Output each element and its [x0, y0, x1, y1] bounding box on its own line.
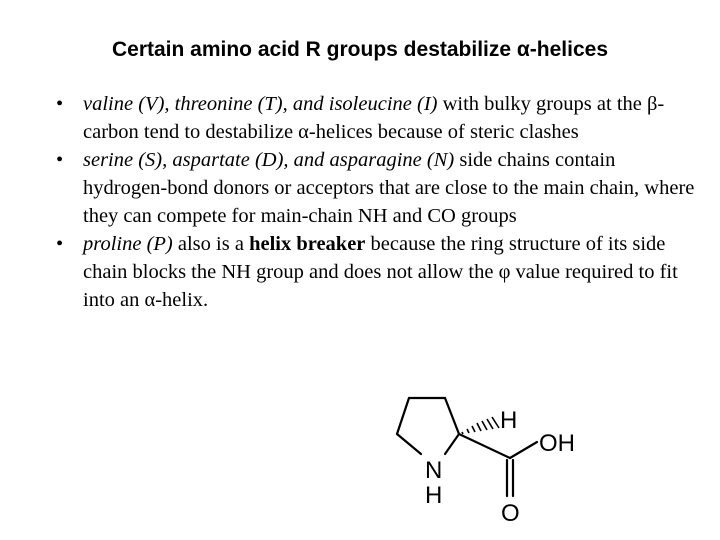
bullet-list: [56, 90, 696, 314]
bullet-icon: •: [56, 93, 64, 115]
bullet-emphasis: serine (S), aspartate (D), and asparagine (N): [83, 149, 455, 171]
atom-label-o: O: [501, 500, 520, 527]
bullet-text: because the ring structure of its side chain blocks the NH group and does not allow the φ value required to fit into an α-helix.: [83, 233, 678, 311]
carboxyl-bond: [459, 434, 510, 458]
atom-label-n: N: [425, 457, 443, 484]
bullet-item-beta-branched: [56, 90, 696, 146]
ring-bond: [445, 398, 459, 434]
bullet-icon: •: [56, 149, 64, 171]
hashed-wedge-bond: [462, 417, 499, 434]
bullet-text: with bulky groups at the β-carbon tend to destabilize α-helices because of steric clashes: [83, 93, 665, 143]
bullet-emphasis: proline (P): [83, 233, 173, 255]
bullet-text: also is a: [172, 233, 250, 255]
atom-label-h-n: H: [425, 482, 443, 509]
bullet-emphasis: valine (V), threonine (T), and isoleucine (I): [83, 93, 438, 115]
ring-bond: [397, 398, 409, 434]
ring-bond: [445, 434, 459, 454]
bullet-item-polar: [56, 146, 696, 230]
atom-label-oh: OH: [539, 430, 575, 457]
slide-title: Certain amino acid R groups destabilize α-helices: [111, 38, 609, 61]
bullet-bold-term: helix breaker: [249, 233, 366, 255]
bullet-icon: •: [56, 233, 64, 255]
atom-label-h-alpha: H: [500, 407, 518, 434]
bullet-text: side chains contain hydrogen-bond donors or acceptors that are close to the main chain, where they can compete for main-chain NH and CO groups: [83, 149, 695, 227]
hydroxyl-bond: [510, 442, 537, 458]
ring-bond: [397, 434, 421, 454]
bullet-item-proline: [56, 230, 696, 314]
proline-structure-diagram: [385, 388, 585, 528]
